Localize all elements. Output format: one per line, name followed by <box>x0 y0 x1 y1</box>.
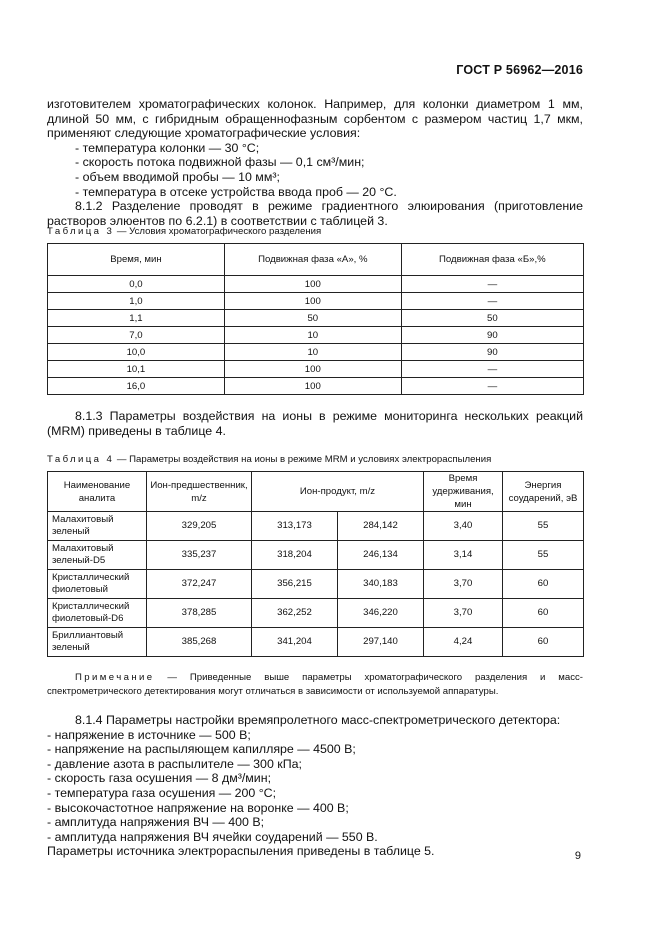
table-cell: 7,0 <box>48 327 225 344</box>
table-cell: 1,1 <box>48 310 225 327</box>
table-row <box>48 512 584 541</box>
section-8-1-4 <box>47 713 583 859</box>
table-cell: 313,173 <box>252 512 338 541</box>
table-row <box>48 378 584 395</box>
note-label: Примечание <box>75 672 155 683</box>
intro-paragraph: изготовителем хроматографических колонок. Например, для колонки диаметром 1 мм, длиной 50 мм, с гибридным обращеннофазным сорбентом с размером частиц 1,7 мкм, применяют следующие хроматографические условия: <box>47 97 583 141</box>
table-cell: 10,0 <box>48 344 225 361</box>
table-cell: 340,183 <box>337 570 423 599</box>
analyte-name: Малахитовый зеленый-D5 <box>48 541 147 570</box>
table-cell: 284,142 <box>337 512 423 541</box>
table-row <box>48 327 584 344</box>
table-row <box>48 599 584 628</box>
table-cell: 3,14 <box>424 541 503 570</box>
intro-item: - объем вводимой пробы — 10 мм³; <box>75 169 280 184</box>
table-cell: 90 <box>401 327 583 344</box>
table-cell: 3,70 <box>424 599 503 628</box>
table-cell: — <box>401 276 583 293</box>
detector-param-item: - давление азота в распылителе — 300 кПа; <box>47 756 302 771</box>
table-cell: 100 <box>224 276 401 293</box>
table4-caption: Таблица 4 — Параметры воздействия на ионы в режиме MRM и условиях электрораспыления <box>47 454 492 465</box>
analyte-name: Кристаллический фиолетовый <box>48 570 147 599</box>
detector-param-item: - скорость газа осушения — 8 дм³/мин; <box>47 771 272 786</box>
intro-item: - температура колонки — 30 °C; <box>75 140 260 155</box>
table-header-row <box>48 244 584 276</box>
table-cell: — <box>401 378 583 395</box>
table-cell: 10 <box>224 344 401 361</box>
table-cell: 55 <box>503 512 584 541</box>
column-header: Время, мин <box>48 244 225 276</box>
table-cell: 246,134 <box>337 541 423 570</box>
detector-param-item: - амплитуда напряжения ВЧ ячейки соударений — 550 В. <box>47 829 378 844</box>
column-header: Ион-предшественник, m/z <box>147 472 252 512</box>
intro-item: - скорость потока подвижной фазы — 0,1 см³/мин; <box>75 155 365 170</box>
column-header: Подвижная фаза «Б»,% <box>401 244 583 276</box>
table-cell: 362,252 <box>252 599 338 628</box>
table-cell: 100 <box>224 361 401 378</box>
paragraph-8-1-2: 8.1.2 Разделение проводят в режиме градиентного элюирования (приготовление растворов элюентов по 6.2.1) в соответствии с таблицей 3. <box>47 199 583 228</box>
table-cell: 100 <box>224 293 401 310</box>
table-cell: 1,0 <box>48 293 225 310</box>
detector-param-item: - напряжение на распыляющем капилляре — 4500 В; <box>47 742 356 757</box>
column-header: Подвижная фаза «А», % <box>224 244 401 276</box>
table-cell: 341,204 <box>252 628 338 657</box>
table-row <box>48 276 584 293</box>
table-cell: 318,204 <box>252 541 338 570</box>
table-cell: 372,247 <box>147 570 252 599</box>
analyte-name: Бриллиантовый зеленый <box>48 628 147 657</box>
table-cell: 0,0 <box>48 276 225 293</box>
table-3 <box>47 243 584 395</box>
paragraph-8-1-3: 8.1.3 Параметры воздействия на ионы в режиме мониторинга нескольких реакций (MRM) приведены в таблице 4. <box>47 409 583 438</box>
analyte-name: Малахитовый зеленый <box>48 512 147 541</box>
table-cell: 50 <box>224 310 401 327</box>
detector-param-item: - напряжение в источнике — 500 В; <box>47 727 251 742</box>
table-row <box>48 628 584 657</box>
table-row <box>48 344 584 361</box>
table-cell: 60 <box>503 628 584 657</box>
table-cell: 55 <box>503 541 584 570</box>
column-header: Время удерживания, мин <box>424 472 503 512</box>
detector-param-item: - температура газа осушения — 200 °C; <box>47 785 277 800</box>
table-cell: 3,70 <box>424 570 503 599</box>
table-row <box>48 293 584 310</box>
table-cell: — <box>401 293 583 310</box>
page-number: 9 <box>574 850 581 862</box>
table-cell: 297,140 <box>337 628 423 657</box>
table-cell: 356,215 <box>252 570 338 599</box>
table-cell: 60 <box>503 570 584 599</box>
paragraph-8-1-4-title: 8.1.4 Параметры настройки времяпролетного масс-спектрометрического детектора: <box>75 713 561 727</box>
table-cell: 329,205 <box>147 512 252 541</box>
column-header: Энергия соударений, эВ <box>503 472 584 512</box>
detector-param-item: - высокочастотное напряжение на воронке — 400 В; <box>47 800 349 815</box>
table-cell: 378,285 <box>147 599 252 628</box>
table-cell: 346,220 <box>337 599 423 628</box>
intro-item: - температура в отсеке устройства ввода проб — 20 °C. <box>75 184 397 199</box>
table-cell: 10,1 <box>48 361 225 378</box>
note-block <box>47 671 583 699</box>
intro-section <box>47 97 583 228</box>
table-header-row <box>48 472 584 512</box>
table-cell: 90 <box>401 344 583 361</box>
table-cell: — <box>401 361 583 378</box>
table-row <box>48 541 584 570</box>
table-cell: 385,268 <box>147 628 252 657</box>
table-cell: 16,0 <box>48 378 225 395</box>
table-row <box>48 570 584 599</box>
detector-param-item: - амплитуда напряжения ВЧ — 400 В; <box>47 815 265 830</box>
table-cell: 335,237 <box>147 541 252 570</box>
table-cell: 3,40 <box>424 512 503 541</box>
table-cell: 50 <box>401 310 583 327</box>
table-cell: 4,24 <box>424 628 503 657</box>
column-header: Ион-продукт, m/z <box>252 472 424 512</box>
column-header: Наименование аналита <box>48 472 147 512</box>
table-cell: 100 <box>224 378 401 395</box>
document-header: ГОСТ Р 56962—2016 <box>456 63 583 77</box>
analyte-name: Кристаллический фиолетовый-D6 <box>48 599 147 628</box>
table-4 <box>47 471 584 657</box>
table-row <box>48 361 584 378</box>
closing-paragraph: Параметры источника электрораспыления приведены в таблице 5. <box>47 844 435 859</box>
table3-caption: Таблица 3 — Условия хроматографического разделения <box>47 226 322 237</box>
table-cell: 10 <box>224 327 401 344</box>
table-cell: 60 <box>503 599 584 628</box>
note-text: — Приведенные выше параметры хроматографического разделения и масс-спектрометрического детектирования могут отличаться в зависимости от используемой аппаратуры. <box>47 672 583 697</box>
table-row <box>48 310 584 327</box>
